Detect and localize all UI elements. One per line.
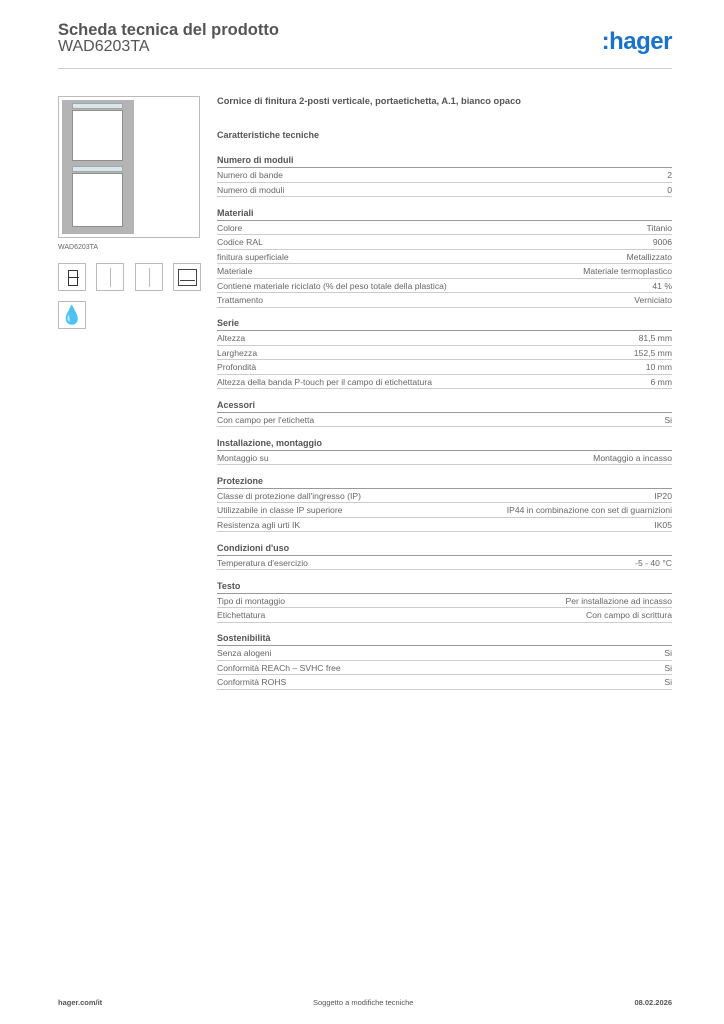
single-line-icon [96,263,124,291]
spec-row [217,594,672,609]
spec-row [217,293,672,308]
spec-label: Temperatura d'esercizio [217,557,308,568]
spec-value: Si [664,648,672,658]
spec-value: 6 mm [650,376,672,387]
spec-section [217,632,672,690]
spec-value: Si [664,414,672,425]
spec-row [217,264,672,279]
spec-row [217,331,672,346]
spec-value: Per installazione ad incasso [565,595,672,606]
spec-value: Si [664,662,672,673]
section-heading: Condizioni d'uso [217,542,672,556]
spec-row [217,250,672,265]
spec-value: Con campo di scrittura [586,610,672,620]
spec-label: Trattamento [217,295,264,305]
spec-row [217,646,672,661]
spec-row [217,661,672,676]
spec-label: Resistenza agli urti IK [217,519,301,530]
footer-date: 08.02.2026 [634,998,672,1007]
spec-content [217,96,672,699]
footer-website[interactable]: hager.com/it [58,998,103,1007]
spec-label: Profondità [217,362,257,372]
footer-note: Soggetto a modifiche tecniche [313,998,414,1007]
spec-label: Tipo di montaggio [217,595,285,606]
spec-label: Utilizzabile in classe IP superiore [217,505,343,515]
spec-section [217,580,672,623]
spec-label: Montaggio su [217,452,269,463]
spec-section [217,399,672,428]
section-heading: Materiali [217,207,672,221]
section-heading: Serie [217,317,672,331]
spec-value: Montaggio a incasso [593,452,672,463]
section-heading: Protezione [217,475,672,489]
spec-label: Numero di moduli [217,184,285,195]
water-drops-icon: 💧 [58,301,86,329]
spec-label: Colore [217,222,243,233]
spec-label: Larghezza [217,347,258,358]
spec-label: Etichettatura [217,610,266,620]
product-image [58,96,200,238]
spec-row [217,489,672,504]
hager-logo: :hager [601,28,672,55]
spec-section [217,437,672,466]
spec-value: -5 - 40 °C [635,557,672,568]
spec-value: IK05 [654,519,672,530]
spec-row [217,675,672,690]
spec-value: IP44 in combinazione con set di guarnizioni [506,505,672,515]
spec-row [217,556,672,571]
spec-value: Si [664,677,672,687]
spec-value: 9006 [652,237,672,247]
spec-row [217,518,672,533]
spec-label: Con campo per l'etichetta [217,414,315,425]
single-line-icon [135,263,163,291]
product-code: WAD6203TA [58,38,150,55]
image-caption: WAD6203TA [58,244,99,251]
spec-label: Conformità ROHS [217,677,287,687]
spec-section [217,317,672,389]
section-heading: Numero di moduli [217,154,672,168]
spec-row [217,235,672,250]
spec-label: Contiene materiale riciclato (% del peso totale della plastica) [217,280,447,291]
spec-value: Verniciato [634,295,672,305]
spec-value: Titanio [646,222,672,233]
spec-row [217,279,672,294]
frame-2-vertical-icon [58,263,86,291]
spec-row [217,360,672,375]
section-heading: Testo [217,580,672,594]
spec-row [217,168,672,183]
spec-row [217,413,672,428]
spec-label: Numero di bande [217,170,283,180]
spec-label: Codice RAL [217,237,263,247]
spec-value: IP20 [654,490,672,501]
spec-row [217,375,672,390]
spec-label: Classe di protezione dall'ingresso (IP) [217,490,361,501]
spec-label: finitura superficiale [217,251,289,262]
spec-label: Materiale [217,266,253,276]
spec-value: 81,5 mm [638,333,672,343]
spec-section [217,154,672,197]
label-holder-icon [173,263,201,291]
spec-section [217,475,672,533]
characteristics-title: Caratteristiche tecniche [217,130,320,140]
product-description: Cornice di finitura 2-posti verticale, portaetichetta, A.1, bianco opaco [217,96,521,106]
spec-row [217,221,672,236]
spec-label: Senza alogeni [217,648,272,658]
spec-value: Materiale termoplastico [583,266,672,276]
section-heading: Installazione, montaggio [217,437,672,451]
section-heading: Sostenibilità [217,632,672,646]
spec-value: 10 mm [645,362,672,372]
spec-label: Conformità REACh – SVHC free [217,662,341,673]
spec-row [217,451,672,466]
spec-row [217,503,672,518]
spec-value: 2 [667,170,672,180]
section-heading: Acessori [217,399,672,413]
spec-value: 0 [667,184,672,195]
spec-section [217,207,672,308]
spec-label: Altezza della banda P-touch per il campo di etichettatura [217,376,432,387]
spec-section [217,542,672,571]
spec-row [217,183,672,198]
spec-value: 41 % [652,280,672,291]
spec-row [217,608,672,623]
spec-label: Altezza [217,333,246,343]
page-title: Scheda tecnica del prodotto [58,21,279,39]
spec-value: 152,5 mm [633,347,672,358]
header-divider [58,68,672,69]
spec-row [217,346,672,361]
spec-value: Metallizzato [626,251,672,262]
